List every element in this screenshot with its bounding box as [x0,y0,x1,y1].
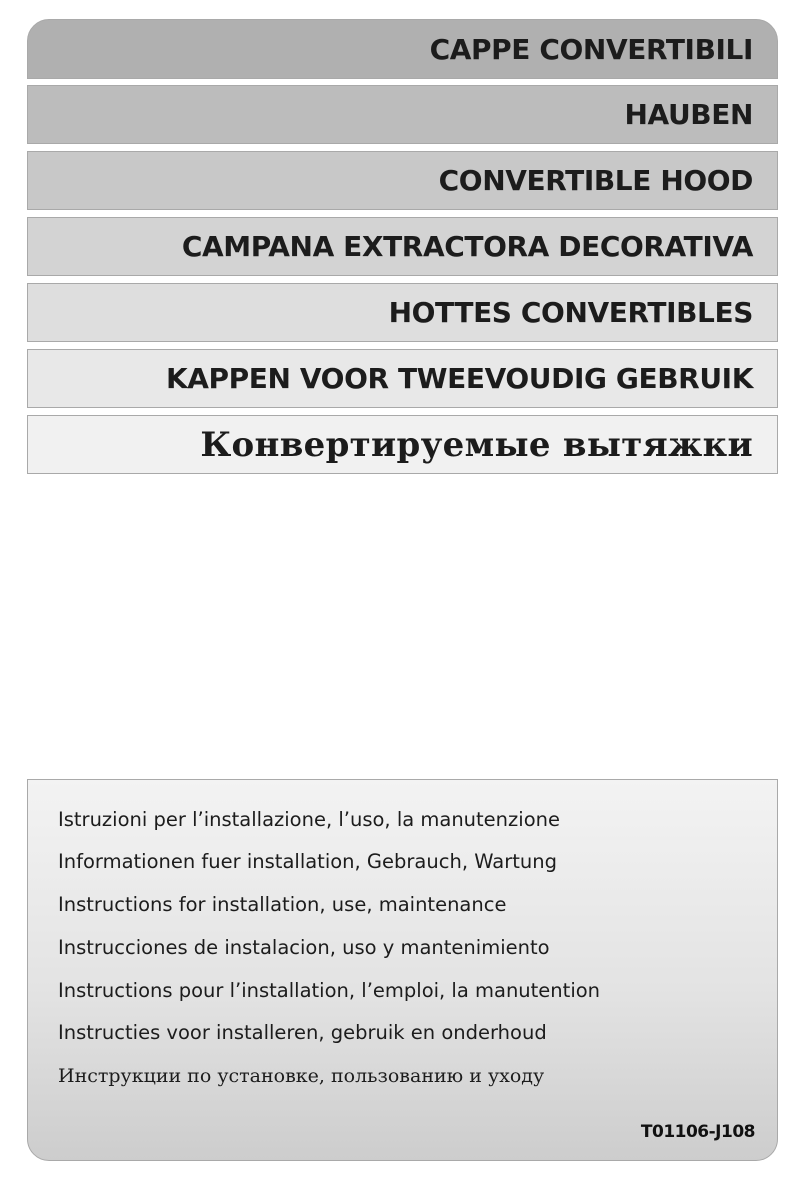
title-german [27,85,778,144]
title-text: Конвертируемые вытяжки [200,424,753,465]
title-text: KAPPEN VOOR TWEEVOUDIG GEBRUIK [165,362,753,395]
title-french [27,283,778,342]
title-dutch [27,349,778,408]
title-text: HOTTES CONVERTIBLES [388,296,753,329]
instruction-french: Instructions pour l’installation, l’emploi, la manutention [58,979,601,1002]
title-text: HAUBEN [624,98,753,131]
instruction-russian: Инструкции по установке, пользованию и уходу [58,1065,545,1087]
document-code: T01106-J108 [640,1122,755,1142]
title-italian [27,19,778,79]
instruction-dutch: Instructies voor installeren, gebruik en onderhoud [58,1021,547,1044]
instructions-box [27,779,778,1161]
instruction-german: Informationen fuer installation, Gebrauch, Wartung [58,850,557,873]
title-text: CAPPE CONVERTIBILI [429,32,753,66]
title-russian [27,415,778,474]
instruction-italian: Istruzioni per l’installazione, l’uso, la manutenzione [58,808,560,831]
title-text: CONVERTIBLE HOOD [438,164,753,197]
instruction-english: Instructions for installation, use, maintenance [58,893,507,916]
title-spanish [27,217,778,276]
title-english [27,151,778,210]
title-text: CAMPANA EXTRACTORA DECORATIVA [181,230,753,263]
instruction-spanish: Instrucciones de instalacion, uso y mantenimiento [58,936,550,959]
